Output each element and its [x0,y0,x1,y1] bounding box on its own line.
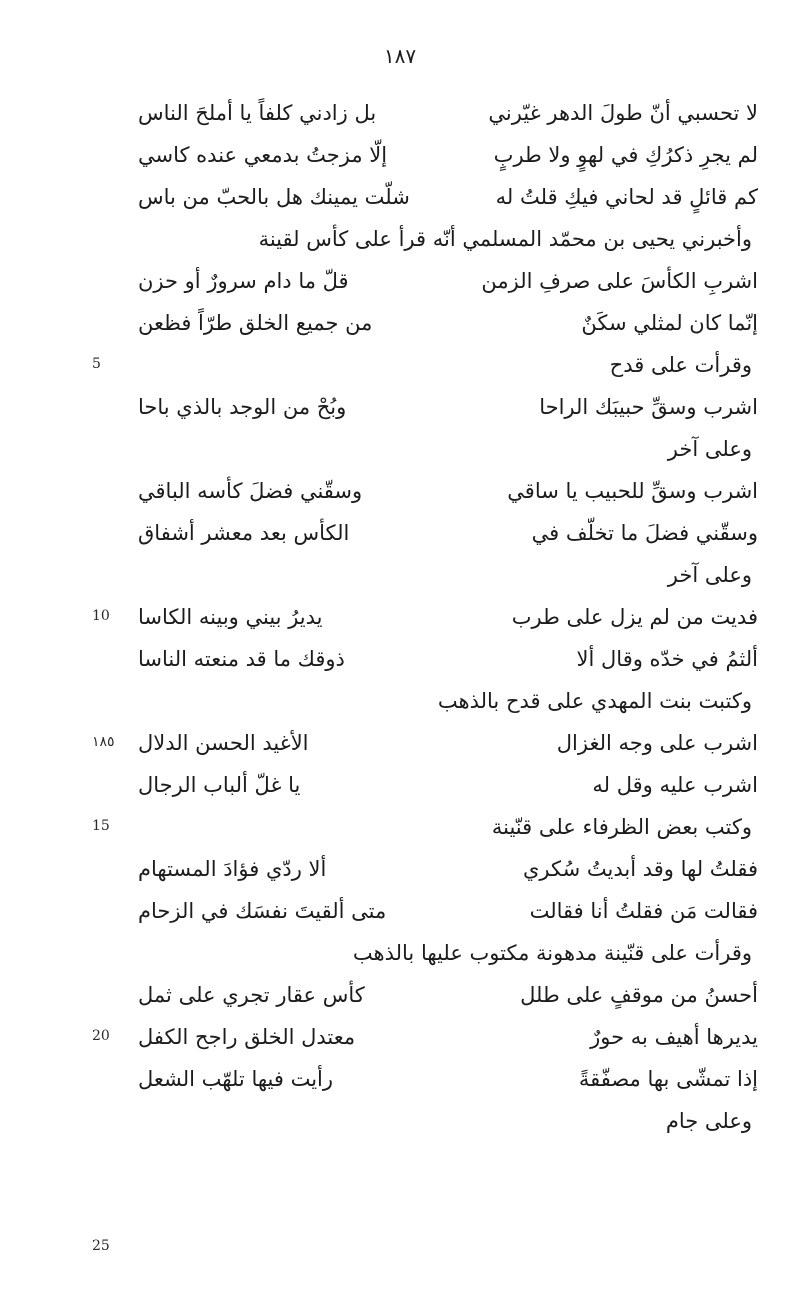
verse-line [138,302,758,344]
verse-first-hemistich: لم يجرِ ذكرُكِ في لهوٍ ولا طربٍ [493,143,758,167]
verse-first-hemistich: اشرب على وجه الغزال [556,731,758,755]
verse-first-hemistich: فقالت مَن فقلتُ أنا فقالت [529,899,758,923]
verse-line [138,1058,758,1100]
verse-line [138,596,758,638]
verse-first-hemistich: وسقّني فضلَ ما تخلّف في [531,521,758,545]
prose-heading: وكتبت بنت المهدي على قدح بالذهب [437,689,752,713]
verse-second-hemistich: متى ألقيتَ نفسَك في الزحام [138,899,387,923]
verse-line [138,92,758,134]
verse-second-hemistich: رأيت فيها تلهّب الشعل [138,1067,334,1091]
verse-first-hemistich: ألثمُ في خدّه وقال ألا [576,647,758,671]
verse-second-hemistich: وبُحْ من الوجد بالذي باحا [138,395,347,419]
prose-heading: وعلى جام [665,1109,752,1133]
margin-line-number: 5 [92,356,101,372]
verse-line [138,470,758,512]
verse-line [138,1016,758,1058]
verse-first-hemistich: إنّما كان لمثلي سكَنٌ [581,311,758,335]
verse-line [138,764,758,806]
verse-first-hemistich: اشرب عليه وقل له [592,773,758,797]
verse-first-hemistich: يديرها أهيف به حورٌ [590,1025,758,1049]
prose-heading: وأخبرني يحيى بن محمّد المسلمي أنّه قرأ على كأس لقينة [258,227,752,251]
verse-second-hemistich: من جميع الخلق طرّاً فظعن [138,311,373,335]
verse-line [138,890,758,932]
verse-second-hemistich: ألا ردّي فؤادَ المستهام [138,857,327,881]
verse-second-hemistich: معتدل الخلق راجح الكفل [138,1025,356,1049]
margin-line-number: 20 [92,1028,110,1044]
verse-second-hemistich: شلّت يمينك هل بالحبّ من باس [138,185,410,209]
verse-first-hemistich: اشربِ الكأسَ على صرفِ الزمن [481,269,758,293]
verse-first-hemistich: لا تحسبي أنّ طولَ الدهر غيّرني [488,101,758,125]
verse-line [138,638,758,680]
prose-heading: وقرأت على قدح [609,353,752,377]
prose-heading: وقرأت على قنّينة مدهونة مكتوب عليها بالذهب [352,941,752,965]
verse-second-hemistich: الأغيد الحسن الدلال [138,731,309,755]
page-number: ١٨٧ [383,44,417,68]
verse-second-hemistich: ذوقك ما قد منعته الناسا [138,647,345,671]
verse-line [138,260,758,302]
verse-first-hemistich: إذا تمشّى بها مصفّقةً [578,1067,758,1091]
verse-second-hemistich: إلّا مزجتُ بدمعي عنده كاسي [138,143,388,167]
verse-second-hemistich: يديرُ بيني وبينه الكاسا [138,605,323,629]
verse-second-hemistich: قلّ ما دام سرورٌ أو حزن [138,269,349,293]
margin-line-number: 15 [92,818,110,834]
margin-line-number: 25 [92,1238,110,1254]
verse-line [138,134,758,176]
verse-first-hemistich: اشرب وسقِّ حبيبَك الراحا [539,395,758,419]
margin-line-number: ١٨٥ [92,734,115,750]
verse-first-hemistich: فقلتُ لها وقد أبديتُ سُكري [523,857,758,881]
verse-first-hemistich: فديت من لم يزل على طرب [511,605,758,629]
verse-line [138,848,758,890]
prose-heading: وعلى آخر [667,437,752,461]
verse-first-hemistich: أحسنُ من موقفٍ على طلل [520,983,758,1007]
verse-line [138,512,758,554]
prose-heading: وعلى آخر [667,563,752,587]
verse-line [138,386,758,428]
verse-first-hemistich: اشرب وسقِّ للحبيب يا ساقي [507,479,758,503]
verse-second-hemistich: كأس عقار تجري على ثمل [138,983,365,1007]
verse-line [138,722,758,764]
verse-line [138,176,758,218]
margin-line-number: 10 [92,608,110,624]
verse-line [138,974,758,1016]
verse-second-hemistich: الكأس بعد معشر أشفاق [138,521,350,545]
verse-second-hemistich: بل زادني كلفاً يا أملحَ الناس [138,101,377,125]
verse-second-hemistich: يا غلّ ألباب الرجال [138,773,301,797]
verse-first-hemistich: كم قائلٍ قد لحاني فيكِ قلتُ له [495,185,758,209]
verse-second-hemistich: وسقّني فضلَ كأسه الباقي [138,479,363,503]
prose-heading: وكتب بعض الظرفاء على قنّينة [491,815,752,839]
